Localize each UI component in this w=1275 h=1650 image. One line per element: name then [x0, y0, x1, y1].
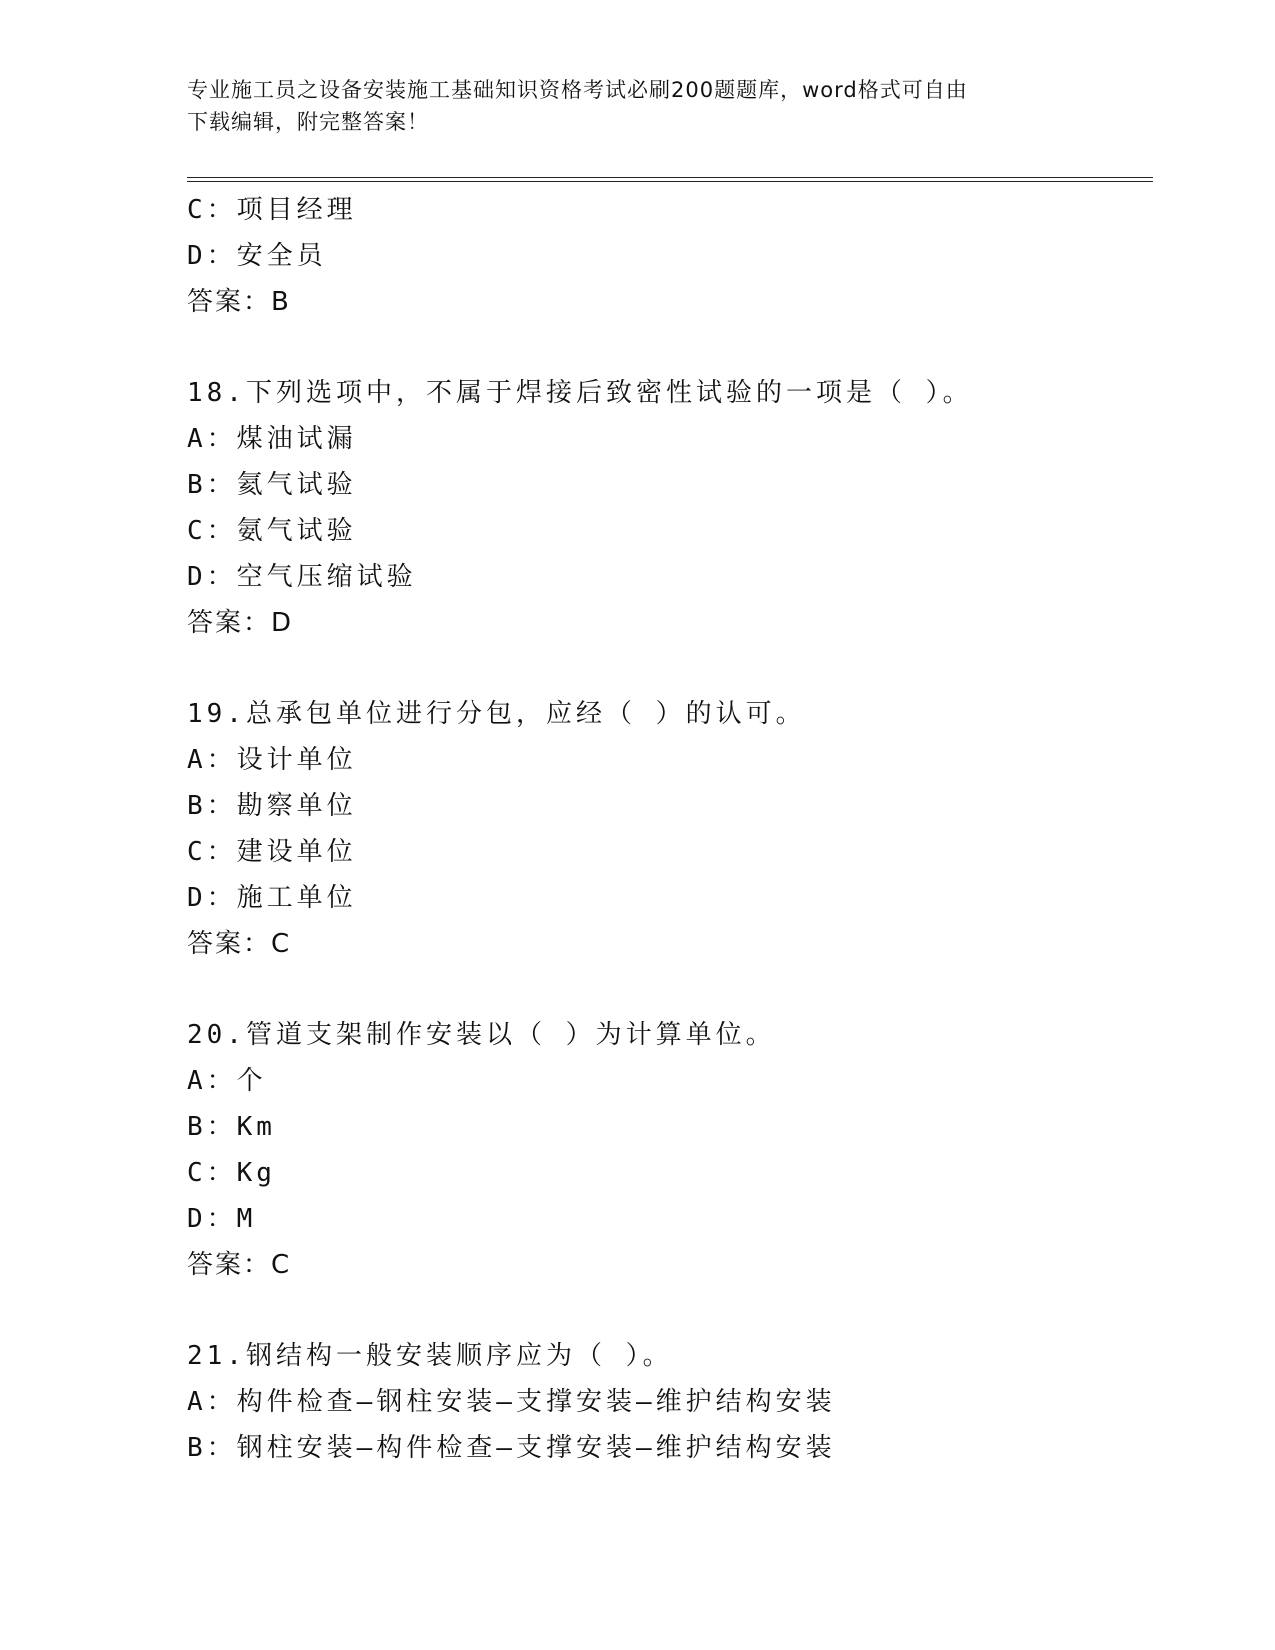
question-list: [187, 187, 1147, 1471]
option-b: B：勘察单位: [187, 791, 357, 821]
question-18: [187, 370, 1147, 646]
question-20: [187, 1012, 1147, 1288]
option-c: C：建设单位: [187, 837, 357, 867]
option-d: D：空气压缩试验: [187, 562, 417, 592]
answer-label: 答案：C: [187, 1250, 292, 1280]
document-header: [187, 74, 1067, 138]
option-b: B：Km: [187, 1112, 276, 1142]
question-21: [187, 1333, 1147, 1471]
answer-label: 答案：C: [187, 929, 292, 959]
option-c: C：项目经理: [187, 195, 357, 225]
option-d: D：M: [187, 1204, 257, 1234]
header-divider-thick: [187, 181, 1153, 182]
option-a: A：设计单位: [187, 745, 357, 775]
option-a: A：煤油试漏: [187, 424, 357, 454]
option-a: A：个: [187, 1066, 267, 1096]
question-19: [187, 691, 1147, 967]
question-stem: 19.总承包单位进行分包，应经（ ）的认可。: [187, 699, 806, 729]
option-b: B：钢柱安装—构件检查—支撑安装—维护结构安装: [187, 1433, 836, 1463]
question-stem: 18.下列选项中，不属于焊接后致密性试验的一项是（ ）。: [187, 378, 973, 408]
answer-label: 答案：B: [187, 287, 291, 317]
question-17-continued: [187, 187, 1147, 325]
header-line-1: 专业施工员之设备安装施工基础知识资格考试必刷200题题库，word格式可自由: [187, 78, 968, 102]
header-divider-thin: [187, 177, 1153, 178]
answer-label: 答案：D: [187, 608, 294, 638]
question-stem: 20.管道支架制作安装以（ ）为计算单位。: [187, 1020, 776, 1050]
option-c: C：氨气试验: [187, 516, 357, 546]
header-line-2: 下载编辑，附完整答案！: [187, 110, 429, 134]
option-d: D：安全员: [187, 241, 327, 271]
option-b: B：氦气试验: [187, 470, 357, 500]
question-stem: 21.钢结构一般安装顺序应为（ ）。: [187, 1341, 673, 1371]
option-d: D：施工单位: [187, 883, 357, 913]
option-c: C：Kg: [187, 1158, 276, 1188]
option-a: A：构件检查—钢柱安装—支撑安装—维护结构安装: [187, 1387, 836, 1417]
